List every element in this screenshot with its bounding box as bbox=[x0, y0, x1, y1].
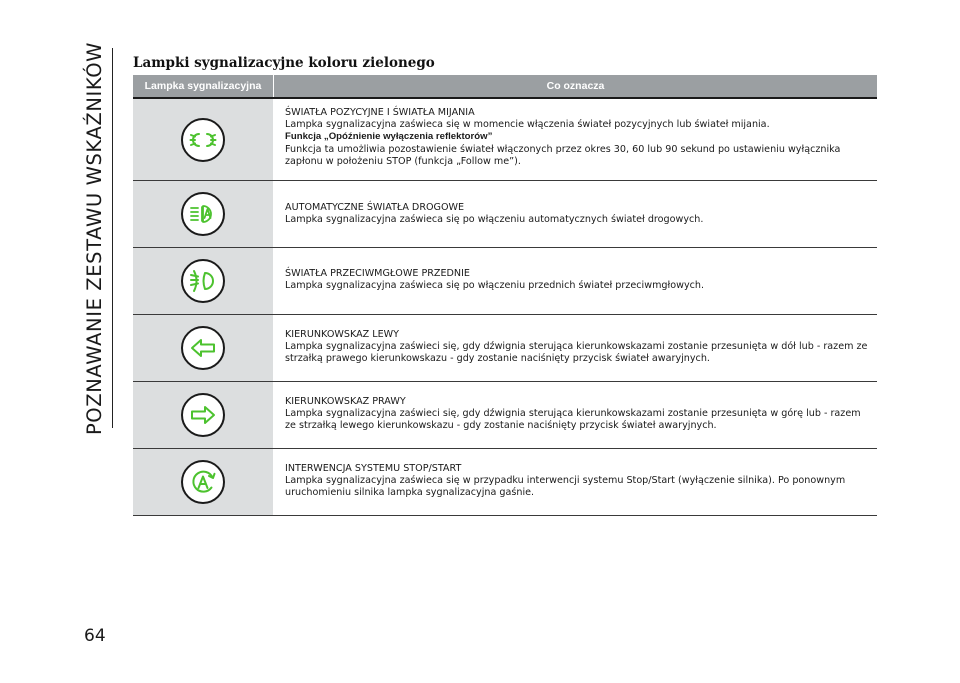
row-title: KIERUNKOWSKAZ LEWY bbox=[285, 329, 400, 340]
right-turn-signal-icon bbox=[181, 393, 225, 437]
description-cell bbox=[273, 449, 877, 515]
row-text: Lampka sygnalizacyjna zaświeci się, gdy dźwignia sterująca kierunkowskazami zostanie przesunięta w dół lub - razem ze strzałką prawego kierunkowskazu - gdy zostanie naciśnięty przycisk świateł awaryjnych. bbox=[285, 341, 868, 365]
icon-cell bbox=[133, 181, 273, 247]
left-turn-signal-icon bbox=[181, 326, 225, 370]
description-cell bbox=[273, 248, 877, 314]
front-fog-lights-icon bbox=[181, 259, 225, 303]
row-text: Lampka sygnalizacyjna zaświeca się po włączeniu przednich świateł przeciwmgłowych. bbox=[285, 280, 705, 292]
icon-cell bbox=[133, 382, 273, 448]
row-title: ŚWIATŁA PRZECIWMGŁOWE PRZEDNIE bbox=[285, 268, 470, 279]
side-chapter-title bbox=[78, 41, 112, 435]
description-cell bbox=[273, 382, 877, 448]
table-header bbox=[133, 75, 877, 99]
header-indicator: Lampka sygnalizacyjna bbox=[144, 80, 262, 92]
description-cell bbox=[273, 315, 877, 381]
row-text: Lampka sygnalizacyjna zaświeci się, gdy dźwignia sterująca kierunkowskazami zostanie przesunięta w górę lub - razem ze strzałką lewego kierunkowskazu - gdy zostanie naciśnięty przycisk świateł awaryjnych. bbox=[285, 408, 861, 432]
description-cell bbox=[273, 181, 877, 247]
row-title: ŚWIATŁA POZYCYJNE I ŚWIATŁA MIJANIA bbox=[285, 107, 475, 118]
icon-cell bbox=[133, 315, 273, 381]
table-row bbox=[133, 382, 877, 449]
stop-start-icon bbox=[181, 460, 225, 504]
icon-cell bbox=[133, 99, 273, 180]
section-title: Lampki sygnalizacyjne koloru zielonego bbox=[133, 55, 435, 71]
auto-high-beam-icon bbox=[181, 192, 225, 236]
icon-cell bbox=[133, 449, 273, 515]
row-text: Lampka sygnalizacyjna zaświeca się w przypadku interwencji systemu Stop/Start (wyłączenie silnika). Po ponownym uruchomieniu silnika lampka sygnalizacyjna gaśnie. bbox=[285, 475, 846, 499]
row-text: Lampka sygnalizacyjna zaświeca się po włączeniu automatycznych świateł drogowych. bbox=[285, 214, 704, 226]
table-row bbox=[133, 99, 877, 181]
table-row bbox=[133, 248, 877, 315]
row-text: Lampka sygnalizacyjna zaświeca się w momencie włączenia świateł pozycyjnych lub świateł mijania. bbox=[285, 119, 770, 131]
icon-cell bbox=[133, 248, 273, 314]
side-divider bbox=[112, 48, 113, 428]
side-chapter-title-text: POZNAWANIE ZESTAWU WSKAŹNIKÓW bbox=[83, 41, 107, 435]
indicator-table bbox=[133, 75, 877, 516]
table-row bbox=[133, 181, 877, 248]
description-cell bbox=[273, 99, 877, 180]
table-row bbox=[133, 315, 877, 382]
row-subtext: Funkcja ta umożliwia pozostawienie świateł włączonych przez okres 30, 60 lub 90 sekund po ustawieniu wyłącznika zapłonu w położeniu STOP (funkcja „Follow me”). bbox=[285, 143, 841, 167]
row-subtitle: Funkcja „Opóźnienie wyłączenia reflektorów” bbox=[285, 131, 493, 143]
page-number: 64 bbox=[84, 626, 106, 646]
row-title: AUTOMATYCZNE ŚWIATŁA DROGOWE bbox=[285, 202, 465, 213]
table-row bbox=[133, 449, 877, 516]
row-title: INTERWENCJA SYSTEMU STOP/START bbox=[285, 463, 462, 474]
position-lights-icon bbox=[181, 118, 225, 162]
row-title: KIERUNKOWSKAZ PRAWY bbox=[285, 396, 406, 407]
header-meaning: Co oznacza bbox=[273, 75, 877, 97]
